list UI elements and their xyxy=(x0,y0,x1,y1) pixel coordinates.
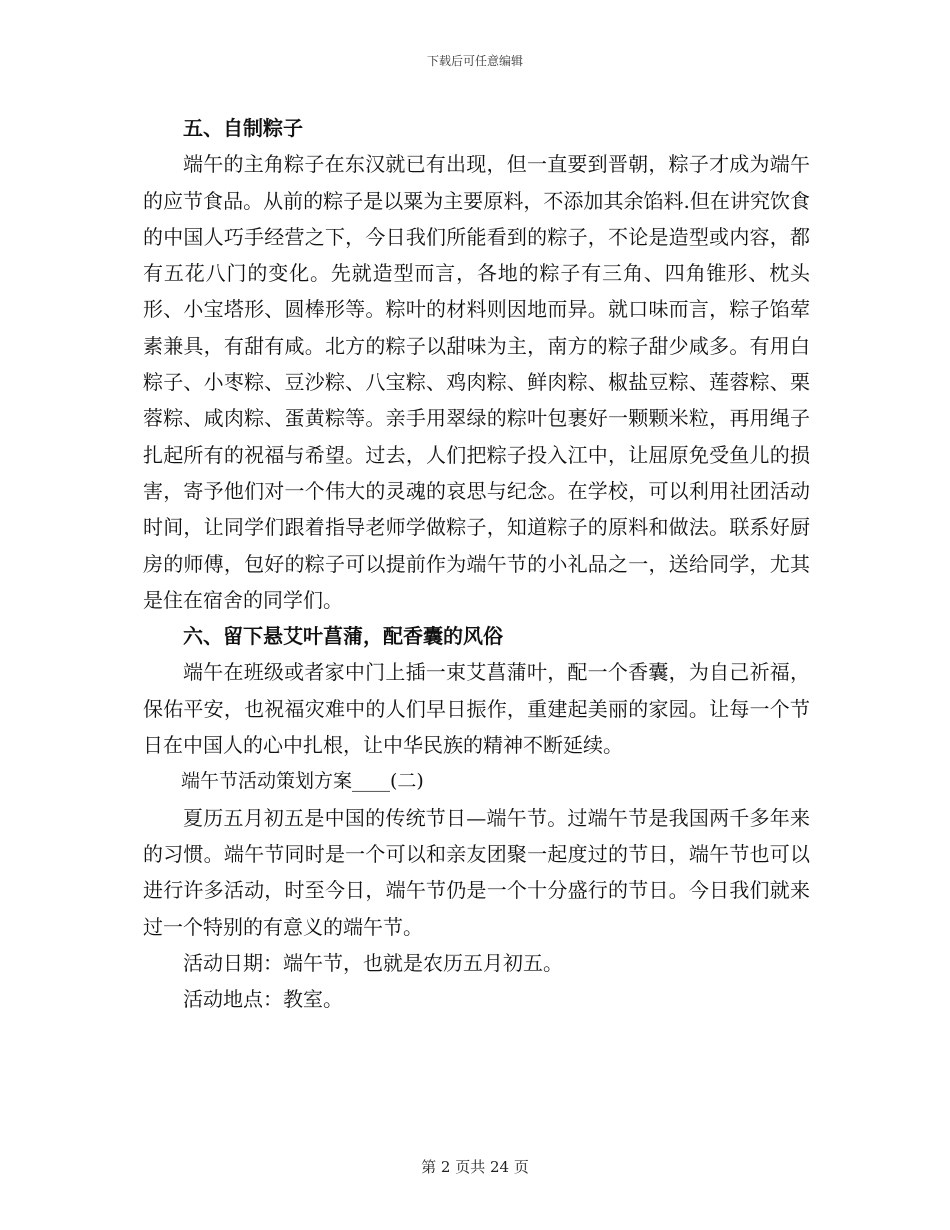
paragraph-activity-location: 活动地点：教室。 xyxy=(183,987,343,1012)
plan-subtitle: 端午节活动策划方案____(二) xyxy=(181,770,424,793)
page-footer: 第 2 页共 24 页 xyxy=(421,1158,529,1176)
paragraph-zongzi: 端午的主角粽子在东汉就已有出现，但一直要到晋朝，粽子才成为端午的应节食品。从前的粽子是以粟为主要原料，不添加其余馅料.但在讲究饮食的中国人巧手经营之下，今日我们所能看到的粽子，不论是造型或内容，都有五花八门的变化。先就造型而言，各地的粽子有三角、四角锥形、枕头形、小宝塔形、圆棒形等。粽叶的材料则因地而异。就口味而言，粽子馅荤素兼具，有甜有咸。北方的粽子以甜味为主，南方的粽子甜少咸多。有用白粽子、小枣粽、豆沙粽、八宝粽、鸡肉粽、鲜肉粽、椒盐豆粽、莲蓉粽、栗蓉粽、咸肉粽、蛋黄粽等。亲手用翠绿的粽叶包裹好一颗颗米粒，再用绳子扎起所有的祝福与希望。过去，人们把粽子投入江中，让屈原免受鱼儿的损害，寄予他们对一个伟大的灵魂的哀思与纪念。在学校，可以利用社团活动时间，让同学们跟着指导老师学做粽子，知道粽子的原料和做法。联系好厨房的师傅，包好的粽子可以提前作为端午节的小礼品之一，送给同学，尤其是住在宿舍的同学们。 xyxy=(143,152,810,612)
section-heading-5: 五、自制粽子 xyxy=(183,116,303,140)
paragraph-intro: 夏历五月初五是中国的传统节日—端午节。过端午节是我国两千多年来的习惯。端午节同时是一个可以和亲友团聚一起度过的节日，端午节也可以进行许多活动，时至今日，端午节仍是一个十分盛行的节日。今日我们就来过一个特别的有意义的端午节。 xyxy=(143,805,810,939)
document-body xyxy=(143,110,810,1017)
section-heading-6: 六、留下悬艾叶菖蒲，配香囊的风俗 xyxy=(183,624,503,649)
paragraph-aiye: 端午在班级或者家中门上插一束艾菖蒲叶，配一个香囊，为自己祈福，保佑平安，也祝福灾难中的人们早日振作，重建起美丽的家园。让每一个节日在中国人的心中扎根，让中华民族的精神不断延续。 xyxy=(143,660,810,758)
page-header: 下载后可任意编辑 xyxy=(426,54,523,68)
paragraph-activity-date: 活动日期：端午节，也就是农历五月初五。 xyxy=(183,950,563,975)
